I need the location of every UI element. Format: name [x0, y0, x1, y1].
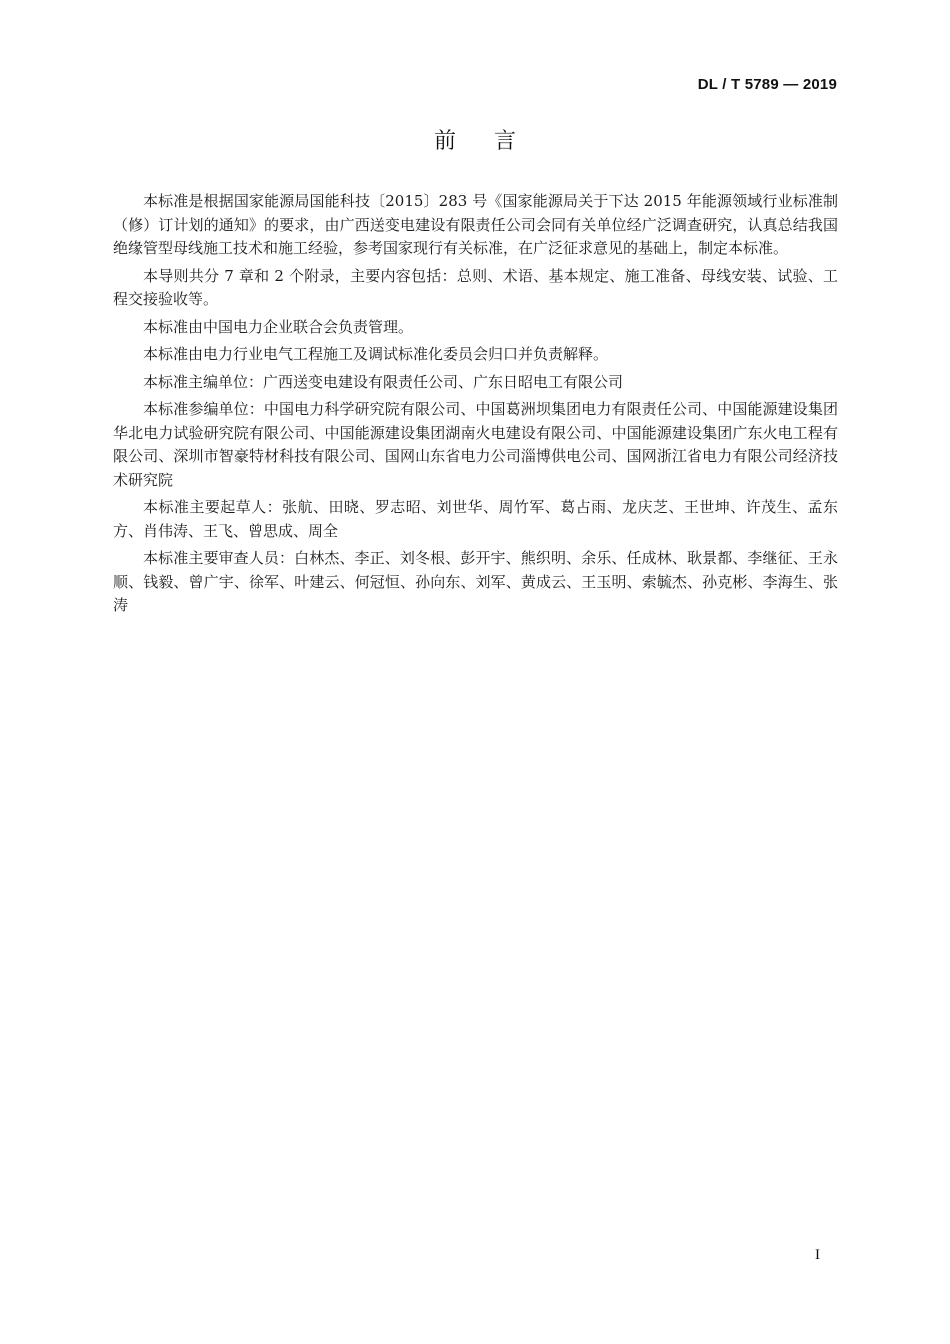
paragraph-drafters: 本标准主要起草人：张航、田晓、罗志昭、刘世华、周竹军、葛占雨、龙庆芝、王世坤、许茂生、孟东方、肖伟涛、王飞、曾思成、周全 [113, 498, 838, 540]
paragraph-chief-editors: 本标准主编单位：广西送变电建设有限责任公司、广东日昭电工有限公司 [143, 372, 624, 391]
page-title: 前言 [433, 129, 554, 154]
foreword-body [113, 190, 838, 622]
paragraph-management: 本标准由中国电力企业联合会负责管理。 [143, 317, 414, 336]
paragraph-contents: 本导则共分 7 章和 2 个附录，主要内容包括：总则、术语、基本规定、施工准备、母线安装、试验、工程交接验收等。 [113, 266, 838, 308]
standard-number-header: DL / T 5789 — 2019 [697, 76, 837, 93]
paragraph-participating-units: 本标准参编单位：中国电力科学研究院有限公司、中国葛洲坝集团电力有限责任公司、中国能源建设集团华北电力试验研究院有限公司、中国能源建设集团湖南火电建设有限公司、中国能源建设集团广东火电工程有限公司、深圳市智豪特材科技有限公司、国网山东省电力公司淄博供电公司、国网浙江省电力有限公司经济技术研究院 [113, 400, 838, 489]
page-number: I [815, 1247, 820, 1263]
paragraph-interpretation: 本标准由电力行业电气工程施工及调试标准化委员会归口并负责解释。 [143, 345, 609, 363]
paragraph-basis: 本标准是根据国家能源局国能科技〔2015〕283 号《国家能源局关于下达 2015 年能源领域行业标准制（修）订计划的通知》的要求，由广西送变电建设有限责任公司会同有关单位经广泛调查研究，认真总结我国绝缘管型母线施工技术和施工经验，参考国家现行有关标准，在广泛征求意见的基础上，制定本标准。 [113, 192, 838, 257]
paragraph-reviewers: 本标准主要审查人员：白林杰、李正、刘冬根、彭开宇、熊织明、余乐、任成林、耿景都、李继征、王永顺、钱毅、曾广宇、徐军、叶建云、何冠恒、孙向东、刘军、黄成云、王玉明、索毓杰、孙克彬、李海生、张涛 [113, 549, 838, 614]
